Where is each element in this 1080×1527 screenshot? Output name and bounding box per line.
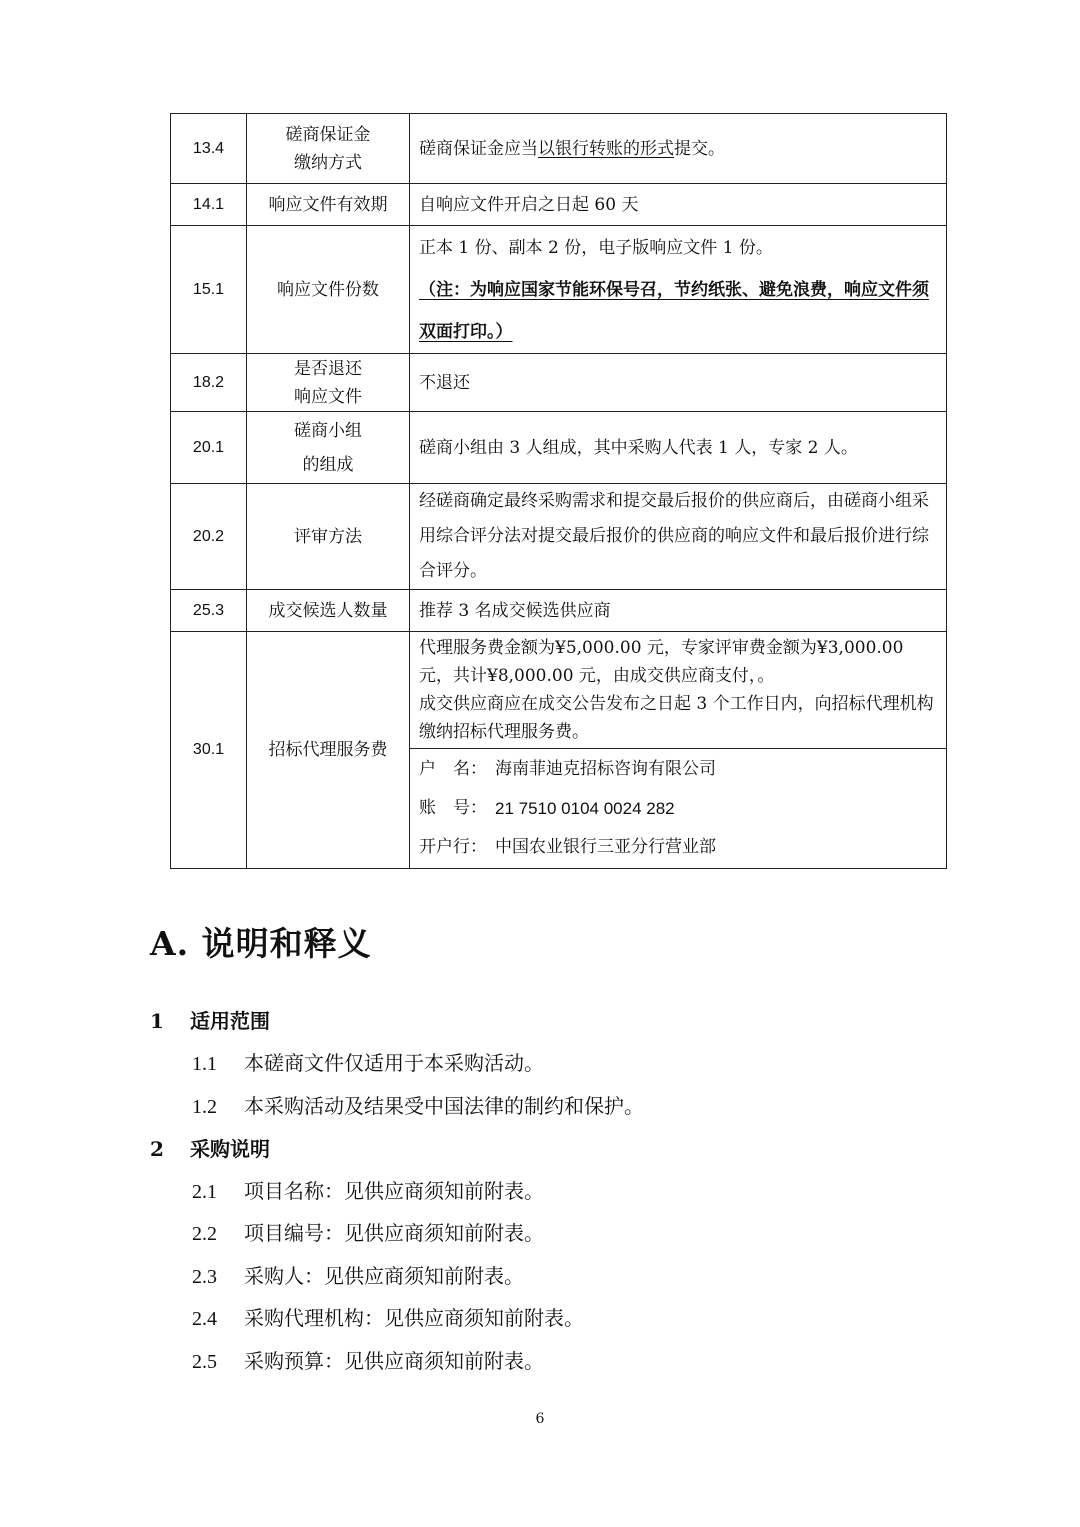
list-item: 2.1 项目名称：见供应商须知前附表。 [192,1179,544,1203]
list-item: 2.2 项目编号：见供应商须知前附表。 [192,1221,544,1245]
table-row [171,184,947,226]
section-title: A. 说明和释义 [150,924,372,963]
row-number: 30.1 [171,632,247,869]
table-row [171,590,947,632]
table-row [171,226,947,354]
row-content: 推荐 3 名成交候选供应商 [410,590,947,632]
bank-account-name: 户 名： 海南菲迪克招标咨询有限公司 [419,759,716,779]
bold-note: （注：为响应国家节能环保号召，节约纸张、避免浪费，响应文件须双面打印。） [419,279,929,342]
row-content: 磋商小组由 3 人组成，其中采购人代表 1 人，专家 2 人。 [410,412,947,484]
row-number: 15.1 [171,226,247,354]
supplier-notice-table [170,113,947,869]
list-item: 2.5 采购预算：见供应商须知前附表。 [192,1349,544,1373]
row-number: 20.2 [171,484,247,590]
row-content: 磋商保证金应当以银行转账的形式提交。 [410,114,947,184]
subsection-heading: 2 采购说明 [150,1137,270,1161]
row-number: 20.1 [171,412,247,484]
row-number: 13.4 [171,114,247,184]
bank-account-number: 账 号： 21 7510 0104 0024 282 [419,798,675,818]
list-item: 2.4 采购代理机构：见供应商须知前附表。 [192,1306,584,1330]
row-content: 正本 1 份、副本 2 份，电子版响应文件 1 份。 （注：为响应国家节能环保号召，节约纸张、避免浪费，响应文件须双面打印。） [410,226,947,354]
row-content: 自响应文件开启之日起 60 天 [410,184,947,226]
row-label: 磋商保证金 缴纳方式 [247,114,410,184]
row-label: 评审方法 [247,484,410,590]
subsection-heading: 1 适用范围 [150,1009,270,1033]
row-label: 是否退还 响应文件 [247,354,410,412]
list-item: 1.2 本采购活动及结果受中国法律的制约和保护。 [192,1094,644,1118]
page-number: 6 [535,1411,545,1427]
row-label: 响应文件份数 [247,226,410,354]
list-item: 1.1 本磋商文件仅适用于本采购活动。 [192,1051,544,1075]
list-item: 2.3 采购人：见供应商须知前附表。 [192,1264,524,1288]
row-content: 不退还 [410,354,947,412]
bank-branch: 开户行： 中国农业银行三亚分行营业部 [419,837,716,857]
row-label: 成交候选人数量 [247,590,410,632]
table-row [171,354,947,412]
table-row [171,484,947,590]
row-label: 招标代理服务费 [247,632,410,869]
bank-info [410,749,947,869]
table-row [171,632,947,749]
row-label: 磋商小组 的组成 [247,412,410,484]
row-content: 经磋商确定最终采购需求和提交最后报价的供应商后，由磋商小组采用综合评分法对提交最后报价的供应商的响应文件和最后报价进行综合评分。 [410,484,947,590]
row-label: 响应文件有效期 [247,184,410,226]
underlined-text: 以银行转账的形式 [538,138,674,159]
row-number: 18.2 [171,354,247,412]
fee-content: 代理服务费金额为¥5,000.00 元，专家评审费金额为¥3,000.00 元，共计¥8,000.00 元，由成交供应商支付，。 成交供应商应在成交公告发布之日起 3 个工作日内，向招标代理机构缴纳招标代理服务费。 [410,632,947,749]
row-number: 25.3 [171,590,247,632]
table-row [171,114,947,184]
table-row [171,412,947,484]
row-number: 14.1 [171,184,247,226]
